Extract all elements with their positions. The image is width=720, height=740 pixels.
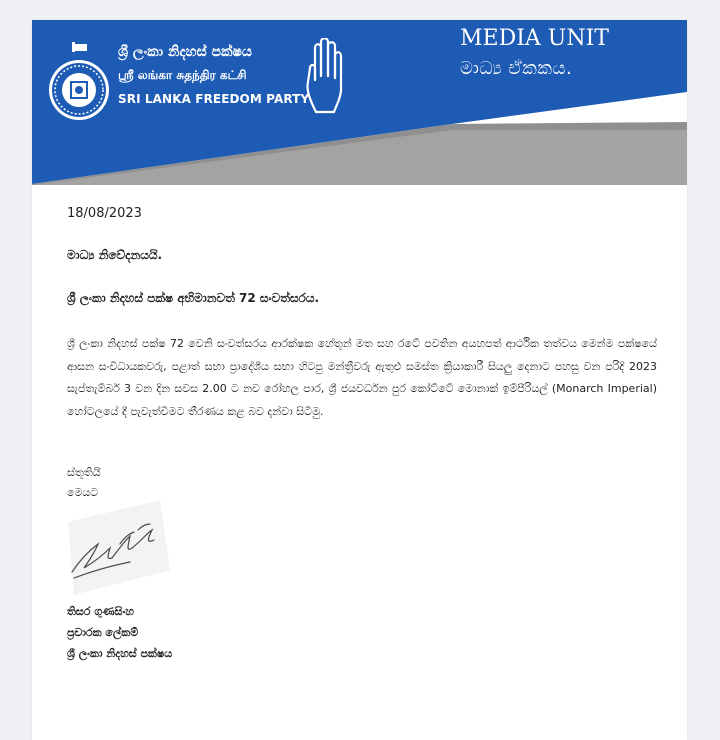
media-release-heading: මාධ්‍ය නිවේදනයයි. — [67, 248, 163, 262]
party-name-block — [118, 42, 309, 109]
party-name-tamil: ஸ்ரீ லங்கா சுதந்திர கட்சி — [118, 68, 247, 82]
anniversary-heading: ශ්‍රී ලංකා නිදහස් පක්ෂ අභිමානවත් 72 සංවත්සරය. — [67, 291, 320, 305]
closing-yours: මෙයට — [67, 486, 99, 499]
signer-title: ප්‍රචාරක ලේකම් — [67, 626, 139, 639]
handwritten-signature — [60, 500, 170, 595]
open-hand-icon — [300, 38, 352, 116]
signer-name: තිසර ගුණසිංහ — [67, 605, 134, 618]
media-unit-sinhala: මාධ්‍ය ඒකකය. — [460, 58, 573, 79]
letter-page — [32, 20, 687, 740]
signer-block — [67, 601, 172, 664]
party-seal-icon — [46, 42, 112, 122]
party-name-english: SRI LANKA FREEDOM PARTY — [118, 92, 310, 106]
signer-organization: ශ්‍රී ලංකා නිදහස් පක්ෂය — [67, 647, 173, 660]
letter-date: 18/08/2023 — [67, 206, 142, 221]
closing-thanks: ස්තූතියි — [67, 466, 101, 479]
party-name-sinhala: ශ්‍රී ලංකා නිදහස් පක්ෂය — [118, 44, 252, 60]
media-unit-block — [460, 24, 609, 84]
closing-block — [67, 463, 101, 503]
letter-body-paragraph: ශ්‍රී ලංකා නිදහස් පක්ෂ 72 වෙනි සංවත්සරය ආරක්ෂක හේතූන් මත සහ රටේ පවතින අයහපත් ආර්ථික තත්වය මෙන්ම පක්ෂයේ ආසන සංවිධායකවරු, පළාත් සභා ප්‍රාදේශීය සභා හිටපු මන්ත්‍රීවරු ඇතුළු සමස්ත ක්‍රියාකාරී සියලු දෙනාට පහසු වන පරිදි 2023 සැප්තැම්බර් 3 වන දින සවස 2.00 ට නව රෝහල පාර, ශ්‍රී ජයවර්ධන පුර කෝට්ටේ මොනාක් ඉම්පීරියල් (Monarch Imperial) හෝටලයේ දී පැවැත්වීමට තීරණය කළ බව දන්වා සිටිමු. — [67, 337, 657, 418]
media-unit-english: MEDIA UNIT — [460, 26, 609, 51]
